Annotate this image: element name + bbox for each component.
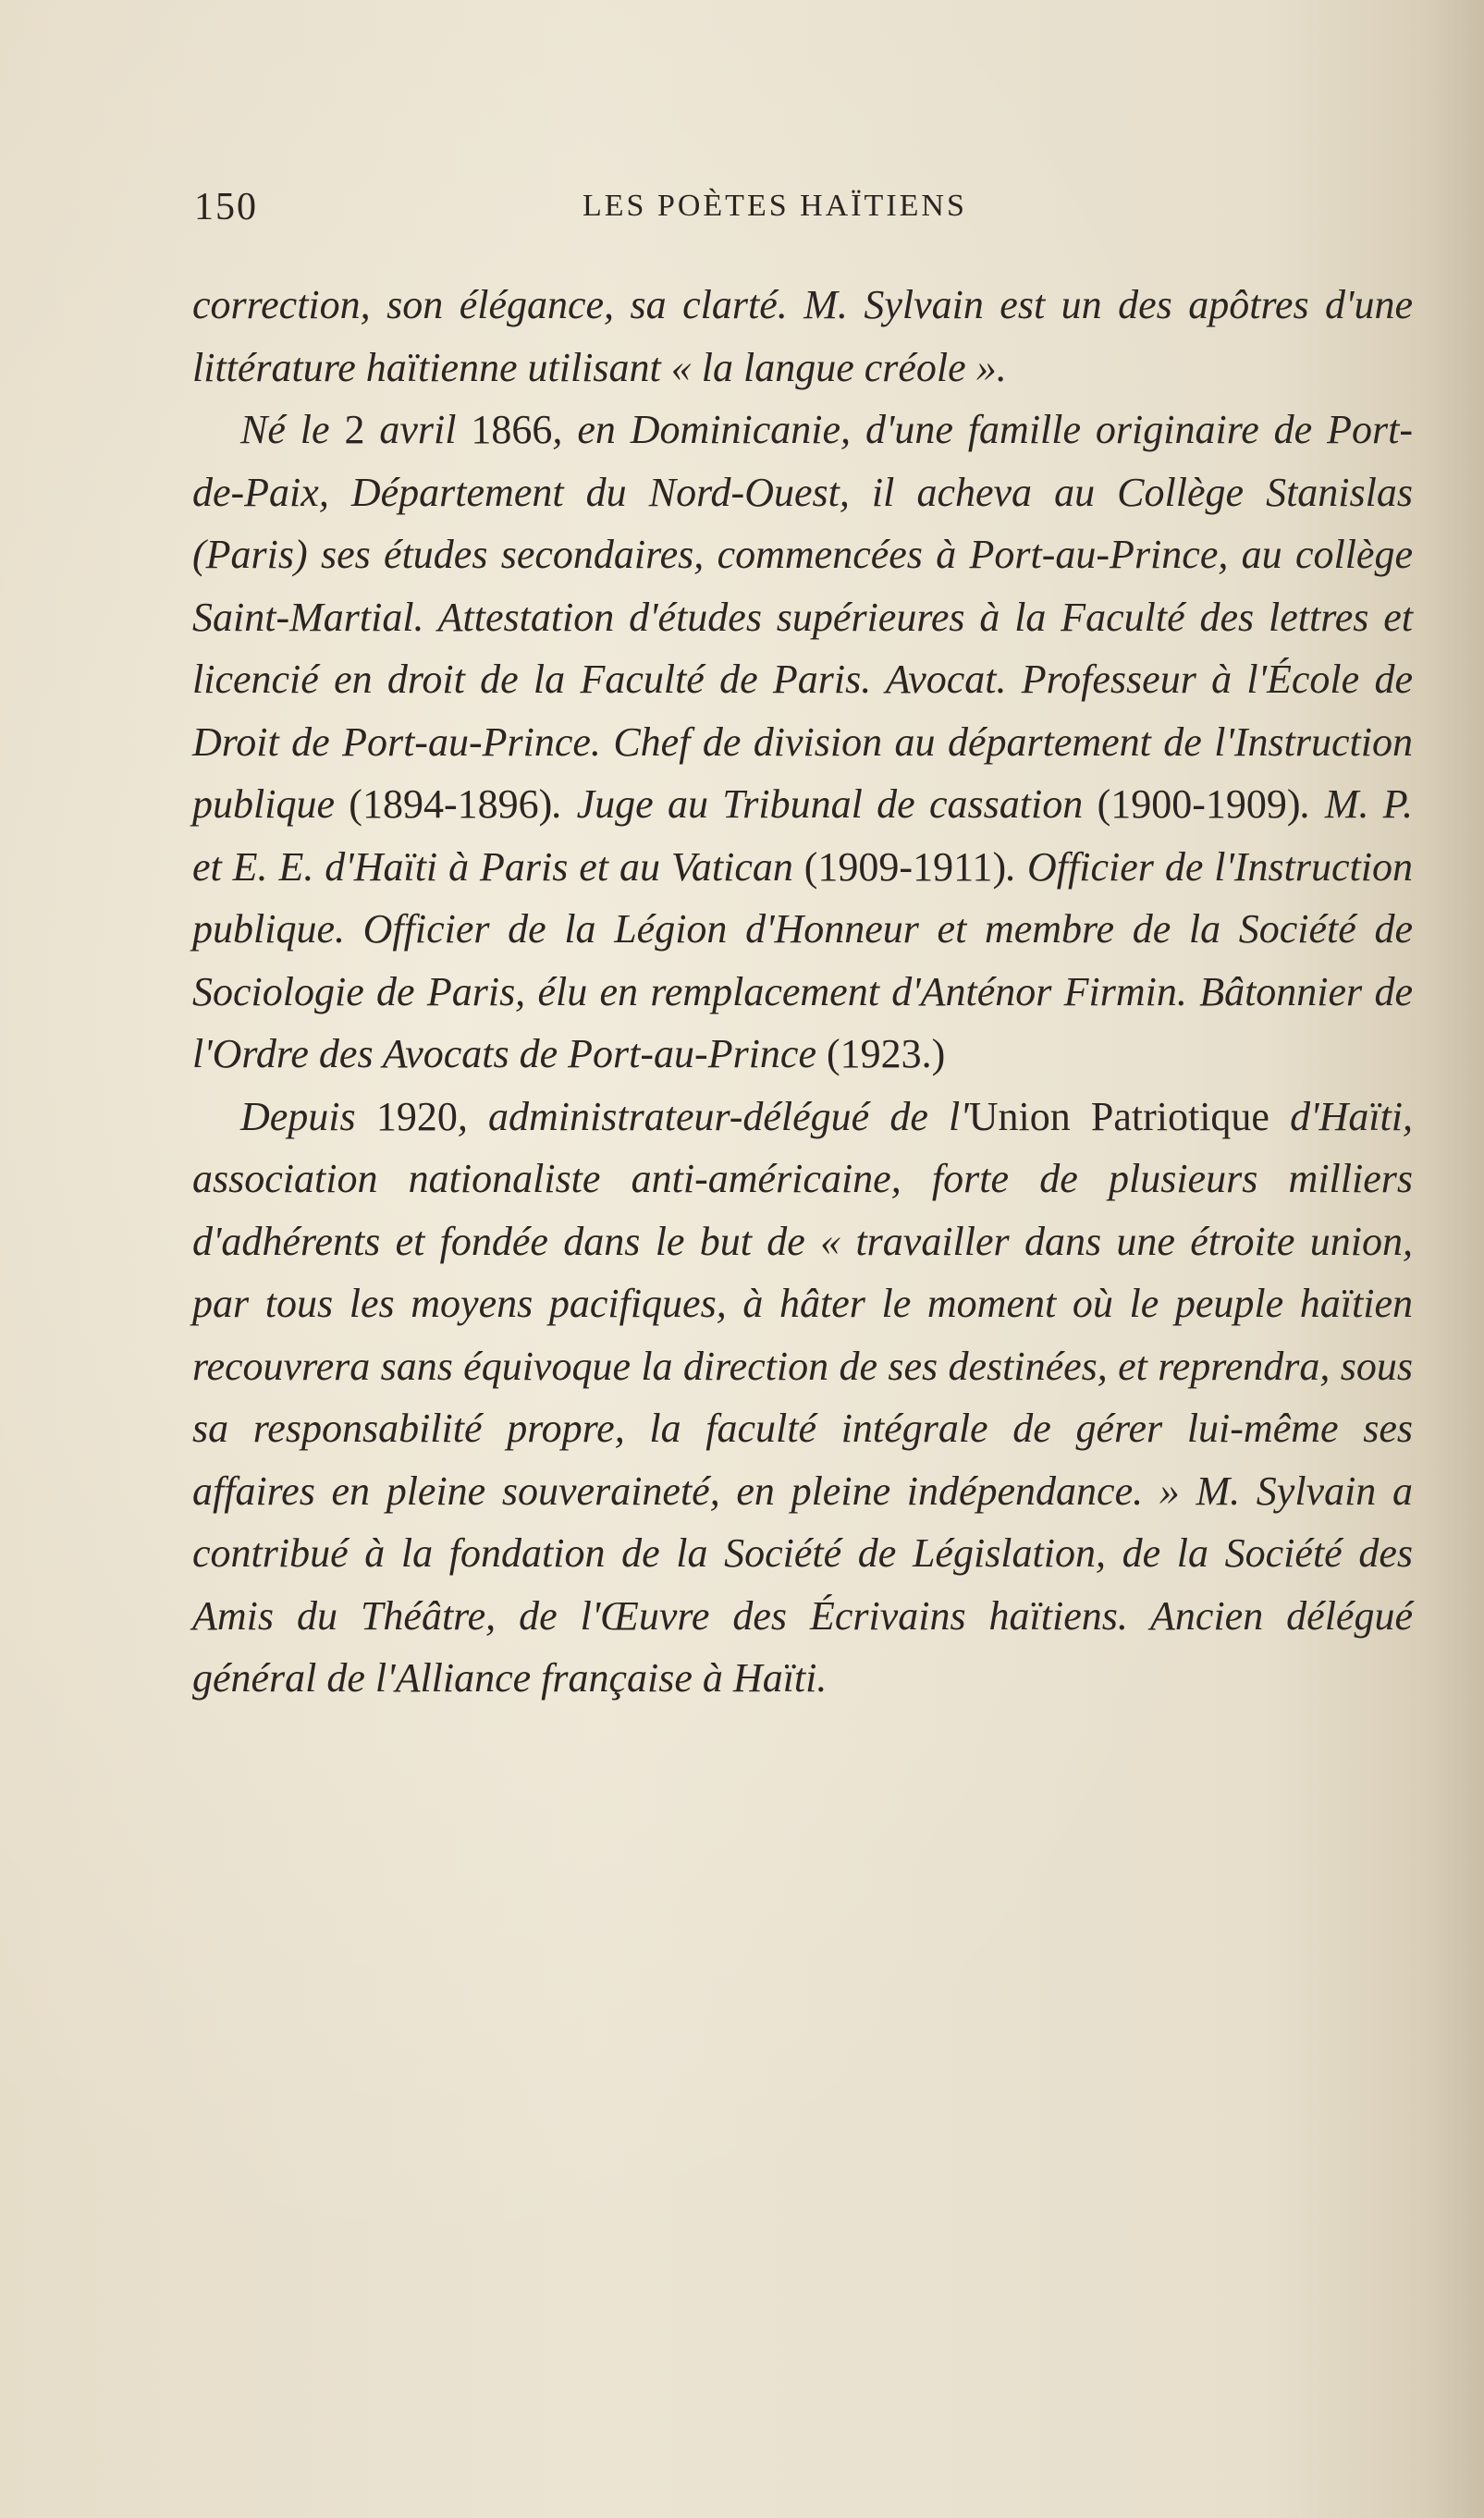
p2-segment: 1866 [471, 407, 553, 452]
page-header [194, 185, 1415, 231]
running-title: LES POÈTES HAÏTIENS [583, 189, 967, 223]
p2-segment: . M. P. et E. E. d'Haïti à Paris et au Vatican [192, 781, 1414, 890]
p3-segment: , administrateur-délégué de l' [457, 1093, 969, 1139]
p2-segment: avril [364, 407, 472, 452]
body-text [192, 274, 1413, 1710]
p2-segment: . Officier de l'Instruction publique. Officier de la Légion d'Honneur et membre de la Société de Sociologie de Paris, élu en remplacement d'Anténor Firmin. Bâtonnier de l'Ordre des Avocats de Port-au-Prince [192, 843, 1414, 1076]
paragraph-2 [192, 399, 1413, 1086]
p3-segment: d'Haïti, association nationaliste anti-américaine, forte de plusieurs milliers d'adhérents et fondée dans le but de « travailler dans une étroite union, par tous les moyens pacifiques, à hâter le moment où le peuple haïtien recouvrera sans équivoque la direction de ses destinées, et reprendra, sous sa responsabilité propre, la faculté intégrale de gérer lui-même ses affaires en pleine souveraineté, en pleine indépendance. » M. Sylvain a contribué à la fondation de la Société de Législation, de la Société des Amis du Théâtre, de l'Œuvre des Écrivains haïtiens. Ancien délégué général de l'Alliance française à Haïti. [192, 1093, 1414, 1701]
p2-segment: (1923.) [826, 1031, 946, 1076]
p2-segment: 2 [344, 407, 365, 452]
paragraph-1-text: correction, son élégance, sa clarté. M. Sylvain est un des apôtres d'une littérature haïtienne utilisant « la langue créole ». [192, 282, 1413, 390]
page-number: 150 [194, 186, 258, 228]
p3-segment: 1920 [375, 1093, 458, 1139]
p3-segment: Union Patriotique [968, 1093, 1269, 1139]
p2-segment: (1900-1909) [1097, 781, 1301, 827]
p2-segment: (1894-1896) [349, 781, 553, 827]
paragraph-3 [192, 1086, 1413, 1710]
p2-segment: Né le [240, 407, 345, 452]
p2-segment: . Juge au Tribunal de cassation [552, 781, 1098, 827]
p2-segment: (1909-1911) [803, 843, 1007, 890]
paragraph-1 [192, 274, 1413, 399]
p3-segment: Depuis [240, 1093, 376, 1139]
p2-segment: , en Dominicanie, d'une famille originaire de Port-de-Paix, Département du Nord-Ouest, il acheva au Collège Stanislas (Paris) ses études secondaires, commencées à Port-au-Prince, au collège Saint-Martial. Attestation d'études supérieures à la Faculté des lettres et licencié en droit de la Faculté de Paris. Avocat. Professeur à l'École de Droit de Port-au-Prince. Chef de division au département de l'Instruction publique [192, 407, 1413, 827]
